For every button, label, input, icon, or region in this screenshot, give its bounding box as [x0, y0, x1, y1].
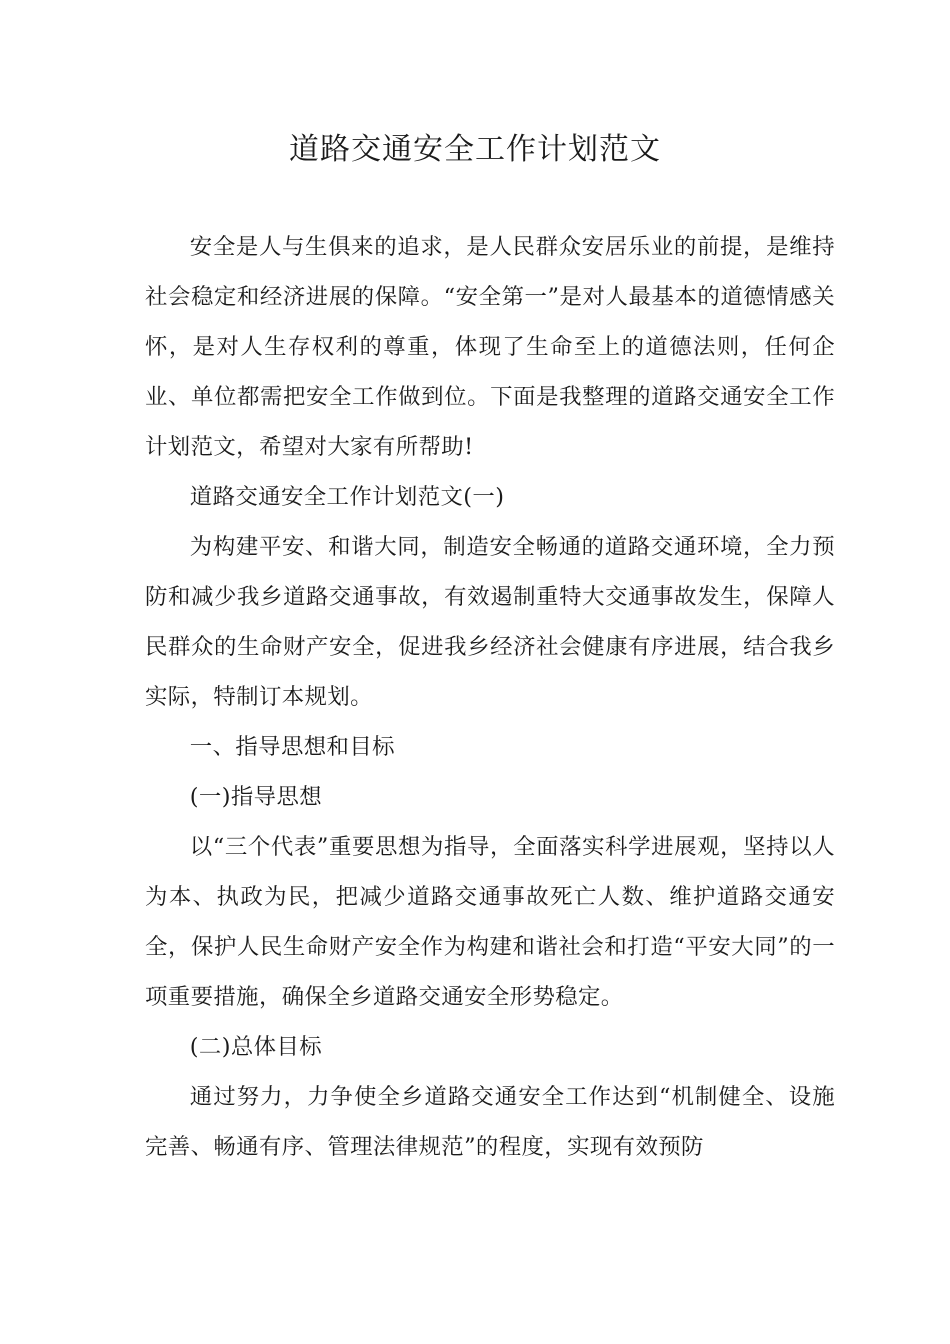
- intro-paragraph: 安全是人与生俱来的追求，是人民群众安居乐业的前提，是维持社会稳定和经济进展的保障。“安全第一”是对人最基本的道德情感关怀，是对人生存权利的尊重，体现了生命至上的道德法则，任何企业、单位都需把安全工作做到位。下面是我整理的道路交通安全工作计划范文，希望对大家有所帮助!: [145, 234, 835, 460]
- section-heading-guiding-ideology-and-goals: 一、指导思想和目标: [189, 734, 395, 760]
- subsection-heading-guiding-ideology: (一)指导思想: [189, 784, 323, 810]
- purpose-paragraph: 为构建平安、和谐大同，制造安全畅通的道路交通环境，全力预防和减少我乡道路交通事故，有效遏制重特大交通事故发生，保障人民群众的生命财产安全，促进我乡经济社会健康有序进展，结合我乡实际，特制订本规划。: [145, 534, 835, 710]
- document-body: [145, 222, 835, 1172]
- subsection-heading-overall-goal: (二)总体目标: [189, 1034, 323, 1060]
- section-heading-example-one: 道路交通安全工作计划范文(一): [189, 484, 505, 510]
- document-title: 道路交通安全工作计划范文: [289, 132, 661, 167]
- guiding-ideology-paragraph: 以“三个代表”重要思想为指导，全面落实科学进展观，坚持以人为本、执政为民，把减少道路交通事故死亡人数、维护道路交通安全，保护人民生命财产安全作为构建和谐社会和打造“平安大同”的一项重要措施，确保全乡道路交通安全形势稳定。: [145, 834, 835, 1010]
- overall-goal-paragraph: 通过努力，力争使全乡道路交通安全工作达到“机制健全、设施完善、畅通有序、管理法律规范”的程度，实现有效预防: [145, 1084, 835, 1160]
